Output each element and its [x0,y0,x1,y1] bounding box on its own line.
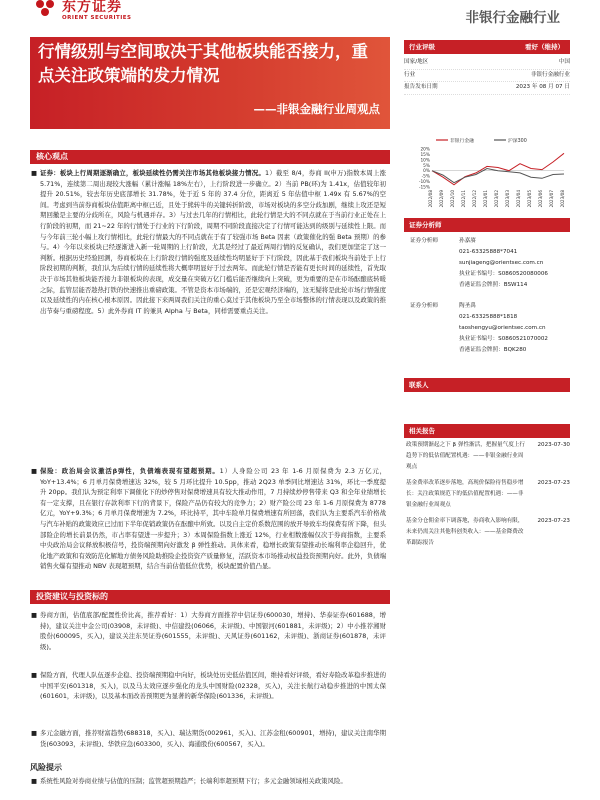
analyst-role: 证券分析师 [410,303,438,309]
section-risk: 风险提示 [30,763,62,772]
bullet-icon: ■ [31,729,38,737]
report-title: 行情级别与空间取决于其他板块能否接力，重点关注政策端的发力情况 [38,42,368,85]
para-body: 系统性风险对券商业绩与估值的压制；监管超预期趋严；长端利率超预期下行；多元金融领域相关政策风险。 [40,777,347,785]
company-logo [36,0,132,22]
para-body: 券商方面，估值底部/配置性价比高，推荐看好：1）大券商方面推荐中信证券(600030，增持)、华泰证券(601688，增持)，建议关注中金公司(03908，未评级)、中信建投(06066，未评级)、中国银河(601881，未评级)；2）中小推荐湘财股份(600095，买入)，建议关注东吴证券(601555，未评级)、天风证券(601162，未评级)、浙商证券(601878，未评级)。 [40,611,386,651]
analyst-block-2 [404,301,570,367]
title-banner [30,37,390,129]
x-tick-label: 2023/07 [549,190,554,208]
x-tick-label: 2022/10 [450,190,455,208]
x-tick-label: 2023/08 [560,190,565,208]
top-header [0,0,600,36]
meta-row: 报告发布日期 2023 年 08 月 07 日 [404,82,570,95]
section-investment-advice: 投资建议与投资标的 [30,590,390,604]
analyst-block-1 [404,236,570,302]
related-report-title[interactable]: 政策预期渐起之下 β 弹性渐活，把握量气度上行趋势下的低估值配置机遇：——非银金融行业周观点 [406,442,526,470]
analyst-name: 孙嘉赓 [459,238,476,244]
y-tick-label: 15% [420,152,430,158]
para-body: 1）截至 8/4，券商 II(申万)指数本周上涨 5.71%，连续第二周出现较大涨幅（累计涨幅 18%左右），上行阶段进一步确立。2）当前 PB(环)为 1.41x，估值较年初提升 20.51%，较去年历史底部增长 31.78%，处于近 5 年的 37.4 分位，距离近 5 年估值中枢 1.49x 有 5.67%的空间。考虑到当前券商板块估值距离中枢已近，且处于熊转牛的关键转折阶段，市场对板块的多空分歧加剧，继续上攻还是短期回撤是主要的分歧所在，风险与机遇并存。3）与过去几年的行情相比，此轮行情是大的不同点就在于当前行业正处在上行阶段的初期，而 21~22 年的行情处于行业的下行阶段，周期不同阶段直接决定了行情可能达到的级别与延续性上限。而与今年前三轮小幅上攻行情相比，此轮行情最大的不同点就在于有了较强市场 Beta 因素（政策催化的强 Beta 预期）的参与。4）今年以来板块已经逐渐进入新一轮周期的上行阶段，尤其是经过了最近两周行情的反复确认，我们更加坚定了这一判断。根据历史经验回测，券商板块在上行阶段行情的强度及延续性均明显好于下行阶段，因此基于我们板块当前处于上行阶段初期的判断，我们认为后续行情的延续性将大概率明显好于过去两年。而此轮行情是否能有更长时间的延续性，首先取决于市场其他板块能否接力非银板块的表现，成交量在突破万亿门槛后能否继续向上突破，更为重要的是在市场酝酿底转暖之际，监管层能否趁热打铁的快速推出重磅政策。不管是资本市场端的，还是宏观经济端的，这无疑将是此轮市场行情强度以及延续性的内在核心根本原因。因此接下来两周我们关注的重心莫过于其他板块乃至全市场整体的行情表现以及政策的推出节奏与重磅程度。5）此外券商 IT 的兼具 Alpha 与 Beta，同样需要重点关注。 [40,169,386,315]
related-report-item[interactable] [404,516,570,554]
related-report-item[interactable] [404,440,570,478]
bullet-icon: ■ [31,777,38,785]
y-tick-label: -10% [418,180,430,186]
x-tick-label: 2023/05 [527,190,532,208]
advice-para-insurance [31,670,386,724]
core-para-securities [31,168,386,450]
rating-value: 看好（维持） [525,43,564,51]
y-tick-label: 5% [423,163,430,169]
advice-para-diversified [31,728,386,760]
industry-label: 非银行金融行业 [465,10,560,26]
analyst-license: 执业证书编号：S0860521070002 [459,336,548,342]
para-lead: 保险：政治局会议激活β弹性，负债端表现有望超预期。 [40,467,220,475]
x-tick-label: 2022/11 [461,190,466,208]
analyst-role: 证券分析师 [410,238,438,244]
legend-label: 沪深300 [508,139,527,144]
logo-text-en: ORIENT SECURITIES [62,15,132,21]
x-tick-label: 2023/06 [538,190,543,208]
analyst-header: 证券分析师 [404,218,570,232]
bullet-icon: ■ [31,169,38,177]
x-tick-label: 2023/02 [494,190,499,208]
x-tick-label: 2023/01 [483,190,488,208]
analyst-email[interactable]: sunjiageng@orientsec.com.cn [459,260,544,266]
analyst-phone: 021-63325888*1818 [459,314,518,320]
related-report-title[interactable]: 基金分仓佣金率下调落地，券商收入影响有限，未来仍需关注其他科创类收入：——基金降费改革跟踪报告 [406,518,524,546]
report-meta [404,57,570,95]
series-line [432,153,564,185]
related-report-item[interactable] [404,478,570,516]
meta-row: 行业 非银行金融行业 [404,70,570,83]
para-lead: 证券：板块上行周期逐渐确立，板块延续性仍需关注市场其他板块接力情况。 [40,169,266,177]
related-reports-list [404,440,570,554]
analyst-phone: 021-63325888*7041 [459,249,518,255]
rating-label: 行业评级 [409,43,435,51]
related-report-date: 2023-07-23 [537,518,570,524]
related-report-date: 2023-07-23 [537,480,570,486]
analyst-email[interactable]: taoshengyu@orientsec.com.cn [459,325,546,331]
analyst-hk-license: 香港证监会牌照：BSW114 [459,282,528,288]
legend-label: 非银行金融 [450,139,474,144]
x-tick-label: 2023/03 [505,190,510,208]
y-tick-label: -5% [421,174,430,180]
analyst-hk-license: 香港证监会牌照：BQK280 [459,347,527,353]
contact-header: 联系人 [404,378,570,392]
para-body: 多元金融方面，推荐财富趋势(688318，买入)、瑞达期货(002961，买入)、江苏金租(600901，增持)，建议关注南华期货(603093，未评级)、华铁应急(603300，买入)、海通股份(600567，买入)。 [40,729,386,748]
advice-para-brokers [31,610,386,664]
meta-row: 国家/地区 中国 [404,57,570,70]
x-tick-label: 2023/04 [516,190,521,208]
related-report-date: 2023-07-30 [537,442,570,448]
section-core-viewpoints: 核心观点 [30,150,390,164]
para-body: 1）人身险公司 23 年 1-6 月原保费为 2.3 万亿元，YoY+13.4%；6 月单月保费增速达 32%，较 5 月环比提升 10.5pp，推动 2Q23 单季同比增速达 31%，环比一季度提升 20pp。我们认为预定利率下调催化下的炒停售对保费增速具有较大推动作用，7 月持续炒停售带来 Q3 和全年业绩增长有一定支撑，且在银行存款利率下行的背景下，保险产品仍有较大的竞争力；2）财产险公司 23 年 1-6 月原保费为 8778 亿元，YoY+9.3%；6 月单月保费增速为 7.2%，环比持平，其中车险单月保费增速有所回落，我们认为主要系汽车价格战与汽车补贴的政策效应已过而下半年促销政策仍在酝酿中所致。以及自主定价系数范围的放开导致车均保费有所下降，但头部险企的增长前景仍然，市占率有望进一步提升；3）本周保险指数上涨近 12%，行业相数涨幅仅次于券商指数，主要系中央政治局会议释放积极信号，投资端预期向好激发 β 弹性推动。具体来看，稳增长政策有望推动长端利率企稳回升，优化地产政策和有效防范化解地方债务风险助推险企投资资产质量修复，活跃资本市场推动权益投资预期向好。此外，负债端销售火爆有望推动 NBV 表现超预期，结合当前估值低位优势，板块配置价值凸显。 [40,467,386,571]
y-tick-label: 20% [420,147,430,153]
x-tick-label: 2022/08 [428,190,433,208]
analyst-license: 执业证书编号：S0860520080006 [459,271,548,277]
report-subtitle: ——非银金融行业周观点 [253,102,380,116]
x-tick-label: 2022/12 [472,190,477,208]
core-para-insurance [31,466,386,584]
rating-header [404,40,570,54]
related-report-title[interactable]: 基金费率改革逐步落地，高现价保险待售稳步增长：关注政策规范下的低估值配置机遇：——非银金融行业周观点 [406,480,524,508]
risk-para [31,776,386,798]
y-tick-label: 0% [423,169,430,175]
bullet-icon: ■ [31,611,38,619]
logo-text-cn: 东方证券 [62,0,122,15]
para-body: 保险方面，代理人队伍逐步企稳、投资端预期稳中向好，板块处历史低估值区间，维持看好评级，看好寿险改革稳步推进的中国平安(601318，买入)，以及马太效应逐步强化的龙头中国财险(02328，买入)，关注长航行动稳步推进的中国太保(601601，未评级)，以及基本面改善预期更为显著的新华保险(601336，未评级)。 [40,671,386,701]
y-tick-label: 10% [420,158,430,164]
bullet-icon: ■ [31,467,38,475]
analyst-name: 陶圣禹 [459,303,476,309]
bullet-icon: ■ [31,671,38,679]
y-tick-label: -15% [418,185,430,191]
performance-chart [404,135,570,210]
x-tick-label: 2022/09 [439,190,444,208]
related-reports-header: 相关报告 [404,424,570,438]
logo-mark-icon [36,0,58,18]
